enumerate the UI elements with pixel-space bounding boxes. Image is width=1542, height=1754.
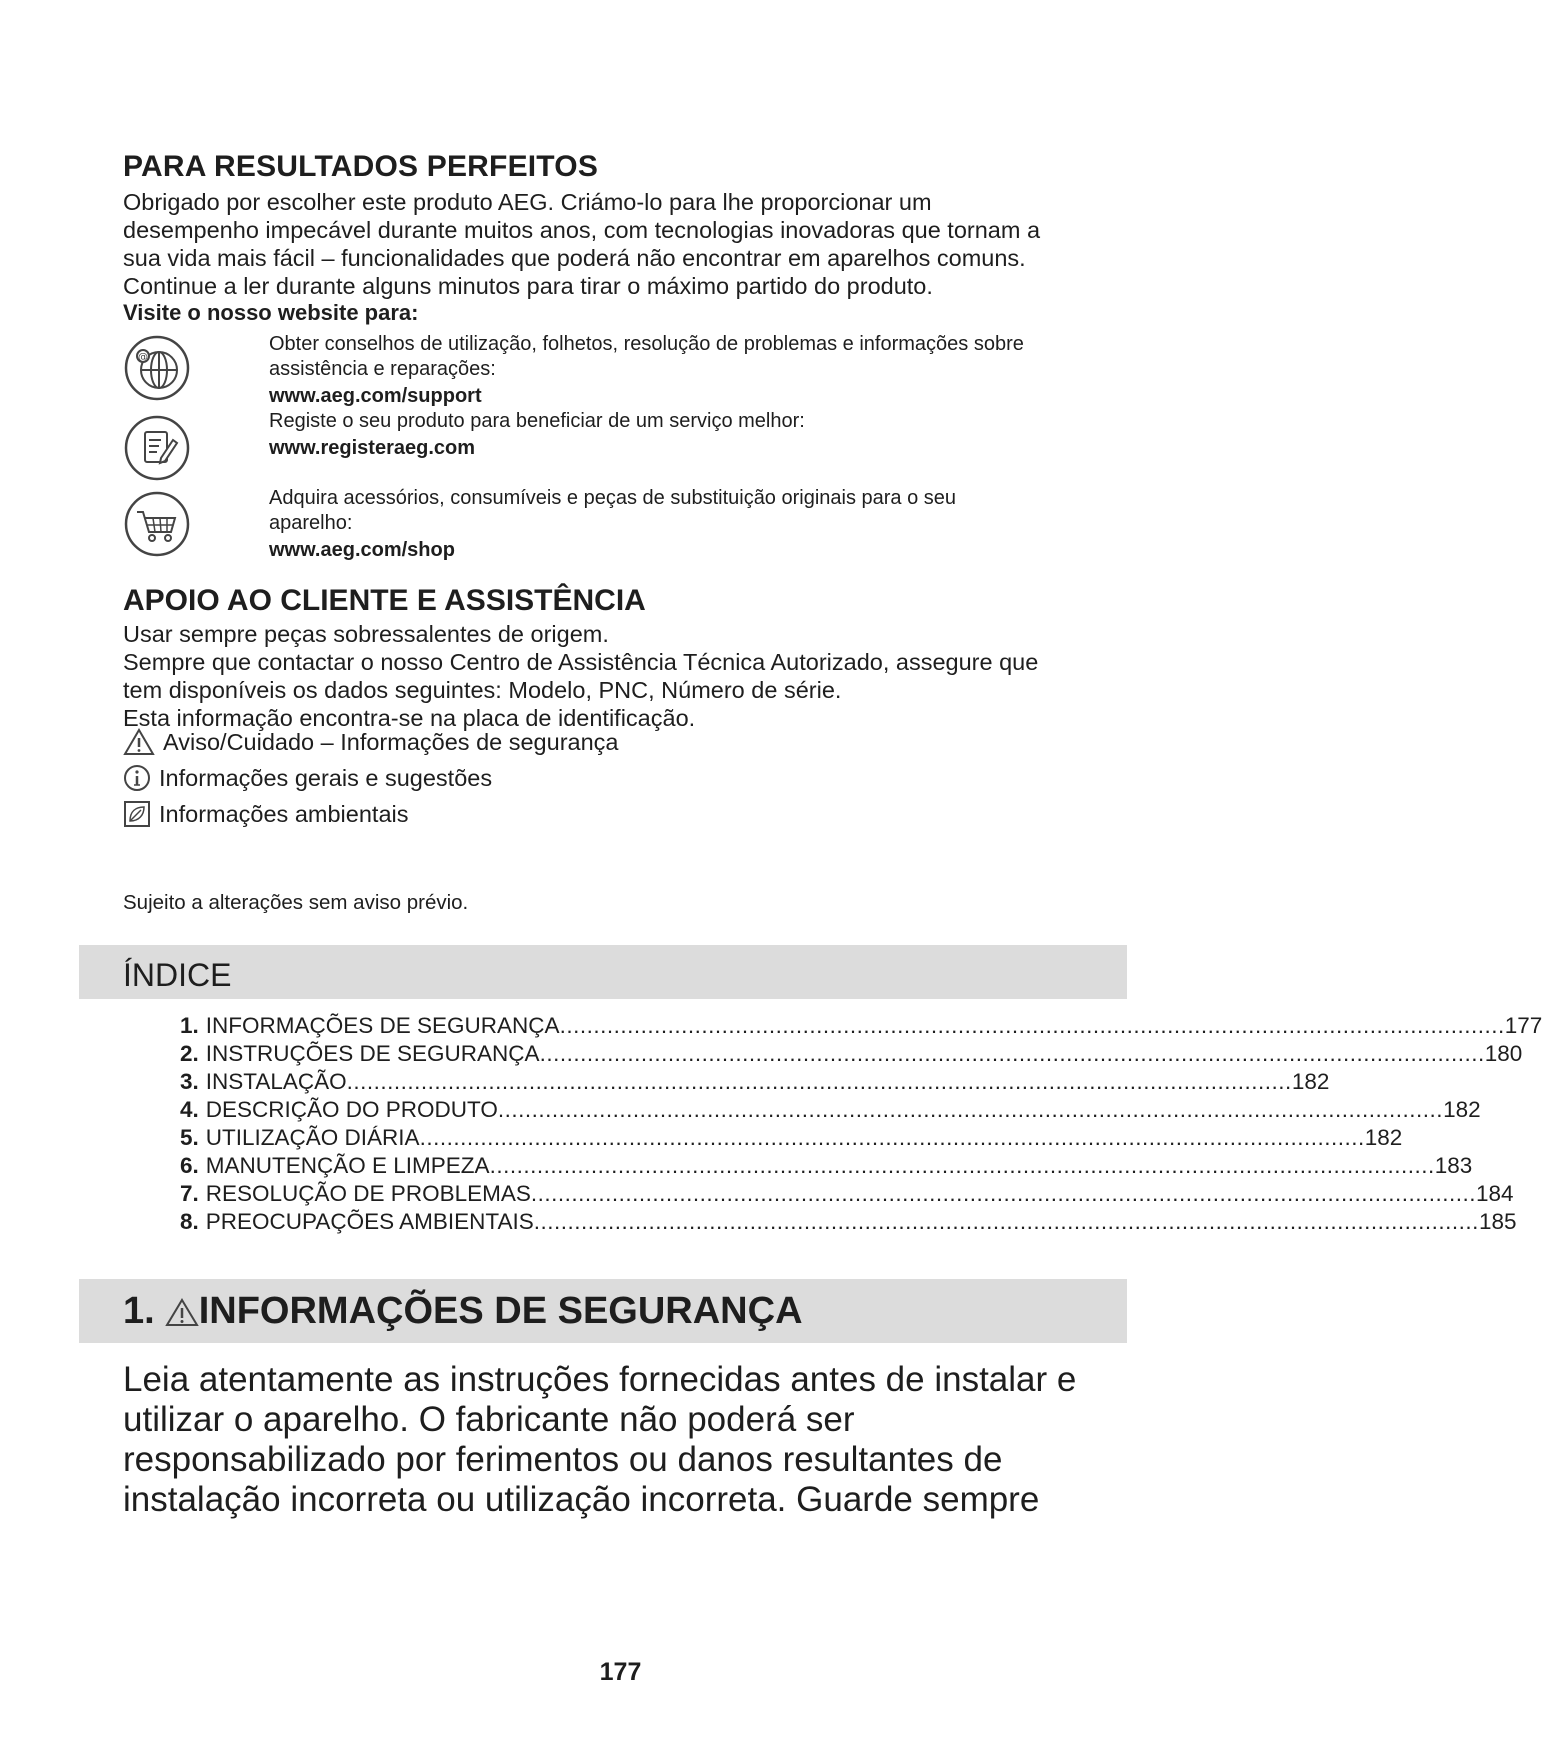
toc-page: 180: [1484, 1041, 1523, 1066]
toc-number: 4.: [180, 1097, 199, 1122]
warning-icon: [123, 728, 155, 756]
toc-page: 182: [1443, 1097, 1481, 1122]
intro-line: desempenho impecável durante muitos anos, com tecnologias inovadoras que tornam a: [123, 217, 1041, 243]
support-web-item: [269, 332, 1024, 409]
legend-info: [123, 764, 492, 792]
register-icon: [123, 414, 191, 482]
safety-line: responsabilizado por ferimentos ou danos resultantes de: [123, 1440, 1003, 1479]
heading-perfect-results: PARA RESULTADOS PERFEITOS: [123, 150, 599, 183]
index-title: ÍNDICE: [123, 957, 232, 993]
web-item-text: Obter conselhos de utilização, folhetos, resolução de problemas e informações sobre: [269, 333, 1024, 355]
legend-text: Aviso/Cuidado – Informações de segurança: [163, 728, 619, 755]
toc-entry[interactable]: 2. INSTRUÇÕES DE SEGURANÇA ............................................................................................................................................ 180: [180, 1041, 1523, 1066]
toc-label: RESOLUÇÃO DE PROBLEMAS: [205, 1181, 531, 1206]
section-title: [123, 1290, 803, 1333]
toc-number: 5.: [180, 1125, 199, 1150]
register-web-item: [269, 409, 805, 461]
safety-intro-paragraph: [123, 1360, 1133, 1520]
web-item-text: assistência e reparações:: [269, 358, 496, 380]
safety-line: utilizar o aparelho. O fabricante não poderá ser: [123, 1400, 855, 1439]
intro-line: sua vida mais fácil – funcionalidades que poderá não encontrar em aparelhos comuns.: [123, 245, 1026, 271]
legend-warning: [123, 728, 619, 756]
safety-line: instalação incorreta ou utilização incorreta. Guarde sempre: [123, 1480, 1040, 1519]
toc-page: 184: [1476, 1181, 1514, 1206]
toc-entry[interactable]: 8. PREOCUPAÇÕES AMBIENTAIS ............................................................................................................................................ 185: [180, 1209, 1517, 1234]
toc-entry[interactable]: 5. UTILIZAÇÃO DIÁRIA ............................................................................................................................................ 182: [180, 1125, 1403, 1150]
toc-number: 3.: [180, 1069, 199, 1094]
web-item-text: Registe o seu produto para beneficiar de um serviço melhor:: [269, 410, 805, 432]
index-header-bar: [79, 945, 1127, 999]
support-line: tem disponíveis os dados seguintes: Modelo, PNC, Número de série.: [123, 677, 842, 703]
toc-entry[interactable]: 3. INSTALAÇÃO ............................................................................................................................................ 182: [180, 1069, 1330, 1094]
page-number: 177: [599, 1658, 642, 1686]
shop-web-item: [269, 486, 956, 563]
shop-link[interactable]: www.aeg.com/shop: [269, 539, 455, 561]
toc-page: 177: [1504, 1013, 1542, 1038]
intro-line: Continue a ler durante alguns minutos para tirar o máximo partido do produto.: [123, 273, 933, 299]
legend-environment: [123, 800, 408, 828]
legend-text: Informações gerais e sugestões: [159, 764, 493, 791]
toc-label: MANUTENÇÃO E LIMPEZA: [205, 1153, 490, 1178]
safety-line: Leia atentamente as instruções fornecidas antes de instalar e: [123, 1360, 1077, 1399]
environment-icon: [123, 800, 151, 828]
intro-line: Obrigado por escolher este produto AEG. Criámo-lo para lhe proporcionar um: [123, 189, 932, 215]
toc-number: 2.: [180, 1041, 199, 1066]
support-line: Sempre que contactar o nosso Centro de Assistência Técnica Autorizado, assegure que: [123, 649, 1039, 675]
support-paragraph: [123, 620, 1038, 732]
section-number: 1.: [123, 1290, 155, 1332]
toc-label: INSTRUÇÕES DE SEGURANÇA: [205, 1041, 540, 1066]
support-line: Esta informação encontra-se na placa de identificação.: [123, 705, 696, 731]
toc-label: UTILIZAÇÃO DIÁRIA: [205, 1125, 420, 1150]
shopping-cart-icon: [123, 490, 191, 558]
toc-page: 185: [1478, 1209, 1517, 1234]
legend-text: Informações ambientais: [159, 800, 409, 827]
web-item-text: aparelho:: [269, 512, 353, 534]
toc-entry[interactable]: 6. MANUTENÇÃO E LIMPEZA ............................................................................................................................................ 183: [180, 1153, 1473, 1178]
toc-entry[interactable]: 4. DESCRIÇÃO DO PRODUTO ............................................................................................................................................ 182: [180, 1097, 1481, 1122]
toc-number: 1.: [180, 1013, 199, 1038]
support-line: Usar sempre peças sobressalentes de origem.: [123, 621, 609, 647]
toc-page: 182: [1291, 1069, 1330, 1094]
info-icon: [123, 764, 151, 792]
warning-icon: [165, 1297, 199, 1327]
section-heading-text: INFORMAÇÕES DE SEGURANÇA: [198, 1290, 803, 1332]
register-link[interactable]: www.registeraeg.com: [269, 437, 475, 459]
toc-page: 182: [1364, 1125, 1403, 1150]
table-of-contents: [180, 1012, 1542, 1236]
toc-number: 6.: [180, 1153, 199, 1178]
heading-customer-support: APOIO AO CLIENTE E ASSISTÊNCIA: [123, 584, 646, 617]
toc-label: INFORMAÇÕES DE SEGURANÇA: [205, 1013, 560, 1038]
support-link[interactable]: www.aeg.com/support: [269, 385, 482, 407]
web-item-text: Adquira acessórios, consumíveis e peças de substituição originais para o seu: [269, 487, 957, 509]
svg-text:@: @: [138, 352, 148, 363]
intro-paragraph: [123, 188, 1123, 300]
toc-label: INSTALAÇÃO: [205, 1069, 347, 1094]
toc-page: 183: [1434, 1153, 1473, 1178]
toc-entry[interactable]: 1. INFORMAÇÕES DE SEGURANÇA ............................................................................................................................................ 177: [180, 1013, 1542, 1038]
toc-number: 7.: [180, 1181, 199, 1206]
toc-entry[interactable]: 7. RESOLUÇÃO DE PROBLEMAS ............................................................................................................................................ 184: [180, 1181, 1514, 1206]
change-notice: Sujeito a alterações sem aviso prévio.: [123, 891, 469, 914]
toc-number: 8.: [180, 1209, 199, 1234]
toc-label: PREOCUPAÇÕES AMBIENTAIS: [205, 1209, 534, 1234]
globe-icon: [123, 334, 191, 402]
visit-website-label: Visite o nosso website para:: [123, 300, 419, 325]
toc-label: DESCRIÇÃO DO PRODUTO: [205, 1097, 498, 1122]
